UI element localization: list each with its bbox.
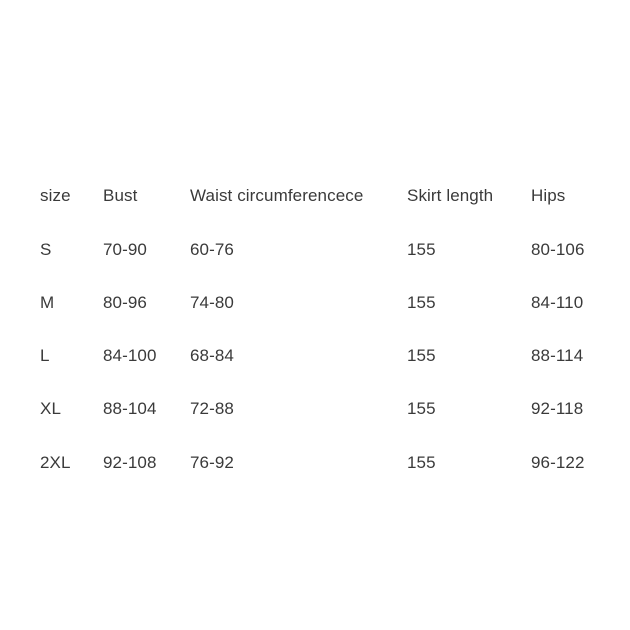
cell-bust: 88-104: [103, 399, 157, 418]
header-hips: Hips: [531, 186, 566, 205]
cell-size: L: [40, 346, 50, 365]
cell-hips: 96-122: [531, 453, 585, 472]
cell-bust: 80-96: [103, 293, 147, 312]
cell-skirt-length: 155: [407, 293, 436, 312]
table-row: [0, 397, 630, 421]
table-header-row: [0, 184, 630, 208]
cell-size: M: [40, 293, 55, 312]
table-row: [0, 344, 630, 368]
cell-size: 2XL: [40, 453, 71, 472]
cell-waist: 74-80: [190, 293, 234, 312]
cell-size: S: [40, 240, 52, 259]
cell-bust: 70-90: [103, 240, 147, 259]
cell-hips: 84-110: [531, 293, 584, 312]
cell-waist: 76-92: [190, 453, 234, 472]
cell-waist: 60-76: [190, 240, 234, 259]
header-skirt-length: Skirt length: [407, 186, 494, 205]
header-bust: Bust: [103, 186, 138, 205]
cell-bust: 92-108: [103, 453, 157, 472]
cell-waist: 68-84: [190, 346, 234, 365]
cell-size: XL: [40, 399, 61, 418]
table-row: [0, 451, 630, 475]
cell-waist: 72-88: [190, 399, 234, 418]
cell-skirt-length: 155: [407, 240, 436, 259]
cell-skirt-length: 155: [407, 453, 436, 472]
table-row: [0, 238, 630, 262]
cell-hips: 80-106: [531, 240, 585, 259]
cell-skirt-length: 155: [407, 346, 436, 365]
header-waist: Waist circumferencece: [190, 186, 364, 205]
cell-skirt-length: 155: [407, 399, 436, 418]
cell-hips: 88-114: [531, 346, 584, 365]
table-row: [0, 291, 630, 315]
cell-hips: 92-118: [531, 399, 584, 418]
header-size: size: [40, 186, 71, 205]
cell-bust: 84-100: [103, 346, 157, 365]
